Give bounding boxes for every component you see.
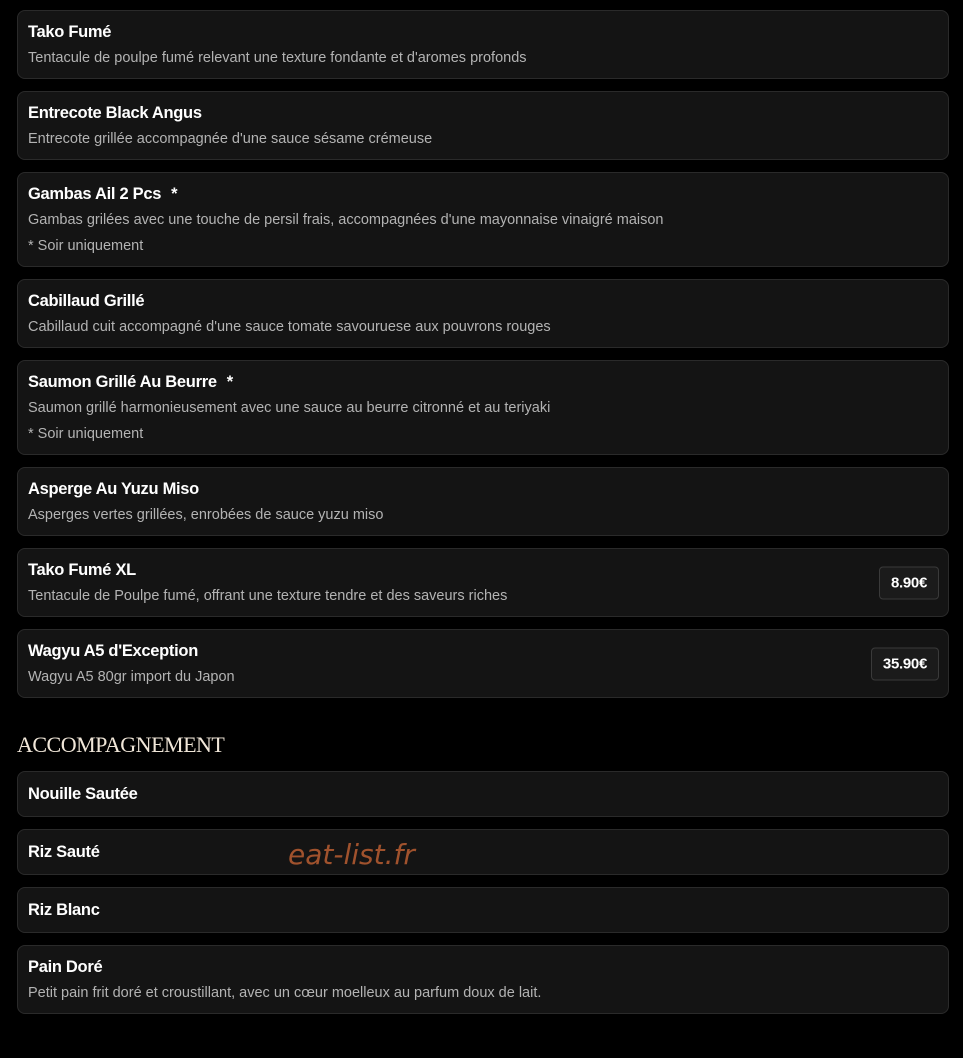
item-description: Tentacule de Poulpe fumé, offrant une texture tendre et des saveurs riches [28,588,508,604]
item-description: Cabillaud cuit accompagné d'une sauce tomate savouruese aux pouvrons rouges [28,319,551,335]
item-name: Tako Fumé [28,23,112,41]
item-name-row [28,371,938,393]
price-badge: 8.90€ [879,566,939,599]
item-name: Wagyu A5 d'Exception [28,642,198,660]
item-name: Riz Blanc [28,901,100,919]
item-name: Nouille Sautée [28,785,138,803]
item-name: Gambas Ail 2 Pcs [28,185,162,203]
price-badge: 35.90€ [871,647,939,680]
menu-item-entrecote-black-angus[interactable] [17,91,949,160]
item-name-row [28,183,938,205]
menu-item-riz-blanc[interactable] [17,887,949,933]
item-name: Saumon Grillé Au Beurre [28,373,217,391]
section-title: ACCOMPAGNEMENT [17,732,225,757]
item-description: Tentacule de poulpe fumé relevant une texture fondante et d'aromes profonds [28,50,527,66]
menu-item-nouille-sautee[interactable] [17,771,949,817]
item-description: Petit pain frit doré et croustillant, avec un cœur moelleux au parfum doux de lait. [28,985,542,1001]
item-description: Gambas grilées avec une touche de persil frais, accompagnées d'une mayonnaise vinaigré maison [28,212,664,228]
menu-item-cabillaud-grille[interactable] [17,279,949,348]
item-name: Cabillaud Grillé [28,292,145,310]
item-name: Pain Doré [28,958,103,976]
item-description: Wagyu A5 80gr import du Japon [28,669,235,685]
menu-item-pain-dore[interactable] [17,945,949,1014]
item-note: * Soir uniquement [28,238,144,254]
item-name: Asperge Au Yuzu Miso [28,480,199,498]
item-description: Entrecote grillée accompagnée d'une sauce sésame crémeuse [28,131,433,147]
evening-only-marker: * [226,373,233,391]
item-name: Entrecote Black Angus [28,104,202,122]
menu-item-wagyu-a5[interactable] [17,629,949,698]
menu-item-asperge-yuzu-miso[interactable] [17,467,949,536]
item-name: Tako Fumé XL [28,561,136,579]
menu-item-riz-saute[interactable] [17,829,949,875]
menu-list [17,10,949,1026]
watermark: eat-list.fr [288,838,415,871]
item-description: Saumon grillé harmonieusement avec une sauce au beurre citronné et au teriyaki [28,400,551,416]
menu-item-saumon-grille[interactable] [17,360,949,455]
item-description: Asperges vertes grillées, enrobées de sauce yuzu miso [28,507,384,523]
item-note: * Soir uniquement [28,426,144,442]
menu-item-tako-fume-xl[interactable] [17,548,949,617]
evening-only-marker: * [171,185,178,203]
menu-item-gambas-ail[interactable] [17,172,949,267]
item-name: Riz Sauté [28,843,100,861]
menu-item-tako-fume[interactable] [17,10,949,79]
